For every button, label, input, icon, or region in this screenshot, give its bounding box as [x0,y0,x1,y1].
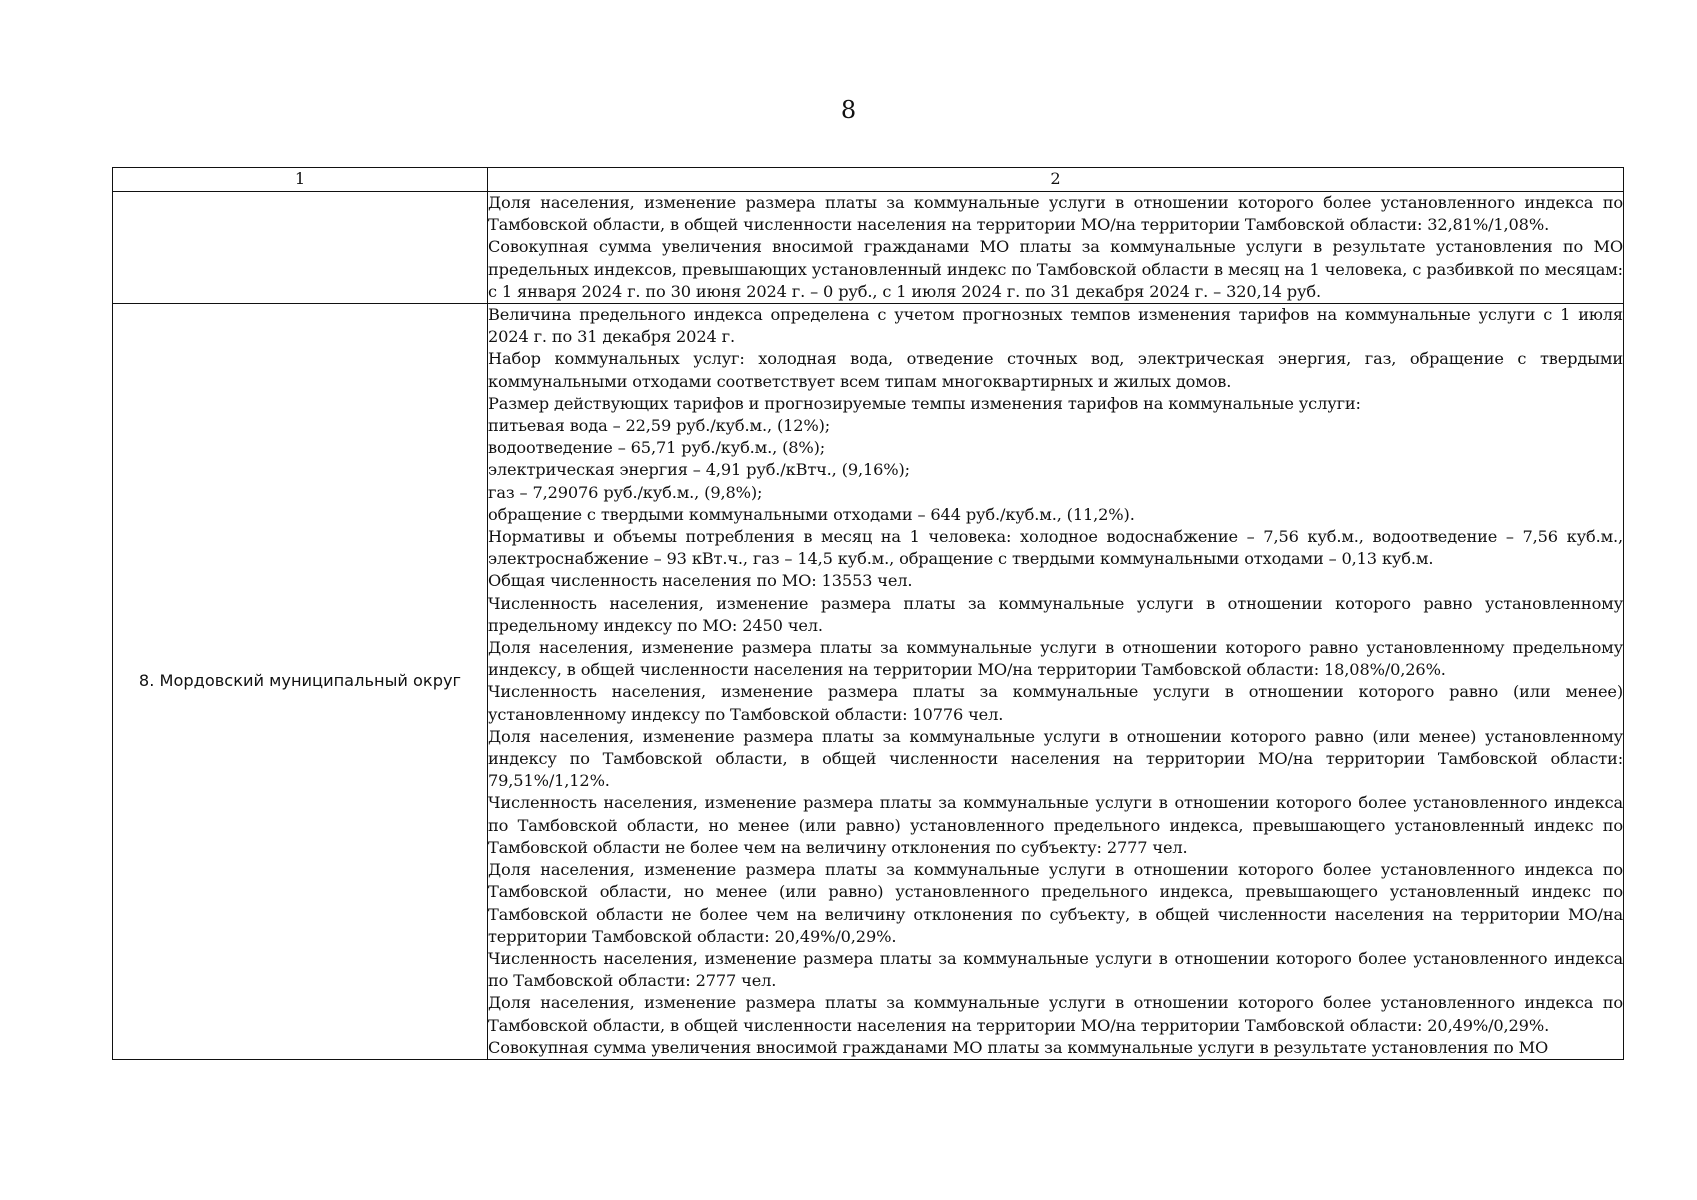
description-paragraph: Численность населения, изменение размера платы за коммунальные услуги в отношении которого равно установленному предельному индексу по МО: 2450 чел. [488,593,1623,635]
description-paragraph: Доля населения, изменение размера платы за коммунальные услуги в отношении которого равно (или менее) установленному индексу по Тамбовской области, в общей численности населения на территории МО/на территории Тамбовской области: 79,51%/1,12%. [488,726,1623,791]
page-number: 8 [840,96,857,124]
description-paragraph: Величина предельного индекса определена с учетом прогнозных темпов изменения тарифов на коммунальные услуги с 1 июля 2024 г. по 31 декабря 2024 г. [488,305,1623,347]
description-paragraph: Нормативы и объемы потребления в месяц на 1 человека: холодное водоснабжение – 7,56 куб.м., водоотведение – 7,56 куб.м., электроснабжение – 93 кВт.ч., газ – 14,5 куб.м., обращение с твердыми коммунальными отходами – 0,13 куб.м. [488,527,1623,569]
description-paragraph: Численность населения, изменение размера платы за коммунальные услуги в отношении которого более установленного индекса по Тамбовской области: 2777 чел. [488,948,1623,991]
description-paragraph: Доля населения, изменение размера платы за коммунальные услуги в отношении которого более установленного индекса по Тамбовской области, в общей численности населения на территории МО/на территории Тамбовской области: 32,81%/1,08%. [488,193,1623,235]
tariff-table [112,167,1624,1060]
description-paragraph: Доля населения, изменение размера платы за коммунальные услуги в отношении которого более установленного индекса по Тамбовской области, но менее (или равно) установленного предельного индекса, превышающего установленный индекс по Тамбовской области не более чем на величину отклонения по субъекту, в общей численности населения на территории МО/на территории Тамбовской области: 20,49%/0,29%. [488,860,1623,946]
description-paragraph: Совокупная сумма увеличения вносимой гражданами МО платы за коммунальные услуги в результате установления по МО предельных индексов, превышающих установленный индекс по Тамбовской области в месяц на 1 человека, с разбивкой по месяцам: с 1 января 2024 г. по 30 июня 2024 г. – 0 руб., с 1 июля 2024 г. по 31 декабря 2024 г. – 320,14 руб. [488,237,1623,301]
description-paragraph: Набор коммунальных услуг: холодная вода, отведение сточных вод, электрическая энергия, газ, обращение с твердыми коммунальными отходами соответствует всем типам многоквартирных и жилых домов. [488,349,1623,391]
description-cell [488,192,1624,304]
municipality-cell: 8. Мордовский муниципальный округ [113,304,488,1060]
tariff-line: водоотведение – 65,71 руб./куб.м., (8%); [488,438,826,458]
description-paragraph: Общая численность населения по МО: 13553 чел. [488,571,913,591]
tariff-line: обращение с твердыми коммунальными отходами – 644 руб./куб.м., (11,2%). [488,504,1135,524]
table-row [113,304,1624,1060]
municipality-cell [113,192,488,304]
table-header-row [113,168,1624,192]
tariff-line: электрическая энергия – 4,91 руб./кВтч., (9,16%); [488,460,910,480]
description-paragraph: Численность населения, изменение размера платы за коммунальные услуги в отношении которого более установленного индекса по Тамбовской области, но менее (или равно) установленного предельного индекса, превышающего установленный индекс по Тамбовской области не более чем на величину отклонения по субъекту: 2777 чел. [488,793,1623,857]
description-paragraph: Размер действующих тарифов и прогнозируемые темпы изменения тарифов на коммунальные услуги: [488,393,1361,413]
tariff-line: питьевая вода – 22,59 руб./куб.м., (12%); [488,416,831,436]
table-row [113,192,1624,304]
tariff-line: газ – 7,29076 руб./куб.м., (9,8%); [488,482,763,502]
column-header-2: 2 [488,168,1624,192]
description-paragraph: Доля населения, изменение размера платы за коммунальные услуги в отношении которого более установленного индекса по Тамбовской области, в общей численности населения на территории МО/на территории Тамбовской области: 20,49%/0,29%. [488,993,1623,1035]
column-header-1: 1 [113,168,488,192]
description-paragraph: Численность населения, изменение размера платы за коммунальные услуги в отношении которого равно (или менее) установленному индексу по Тамбовской области: 10776 чел. [488,682,1623,724]
description-cell [488,304,1624,1060]
description-paragraph: Совокупная сумма увеличения вносимой гражданами МО платы за коммунальные услуги в результате установления по МО [488,1037,1549,1057]
description-paragraph: Доля населения, изменение размера платы за коммунальные услуги в отношении которого равно установленному предельному индексу, в общей численности населения на территории МО/на территории Тамбовской области: 18,08%/0,26%. [488,638,1623,680]
